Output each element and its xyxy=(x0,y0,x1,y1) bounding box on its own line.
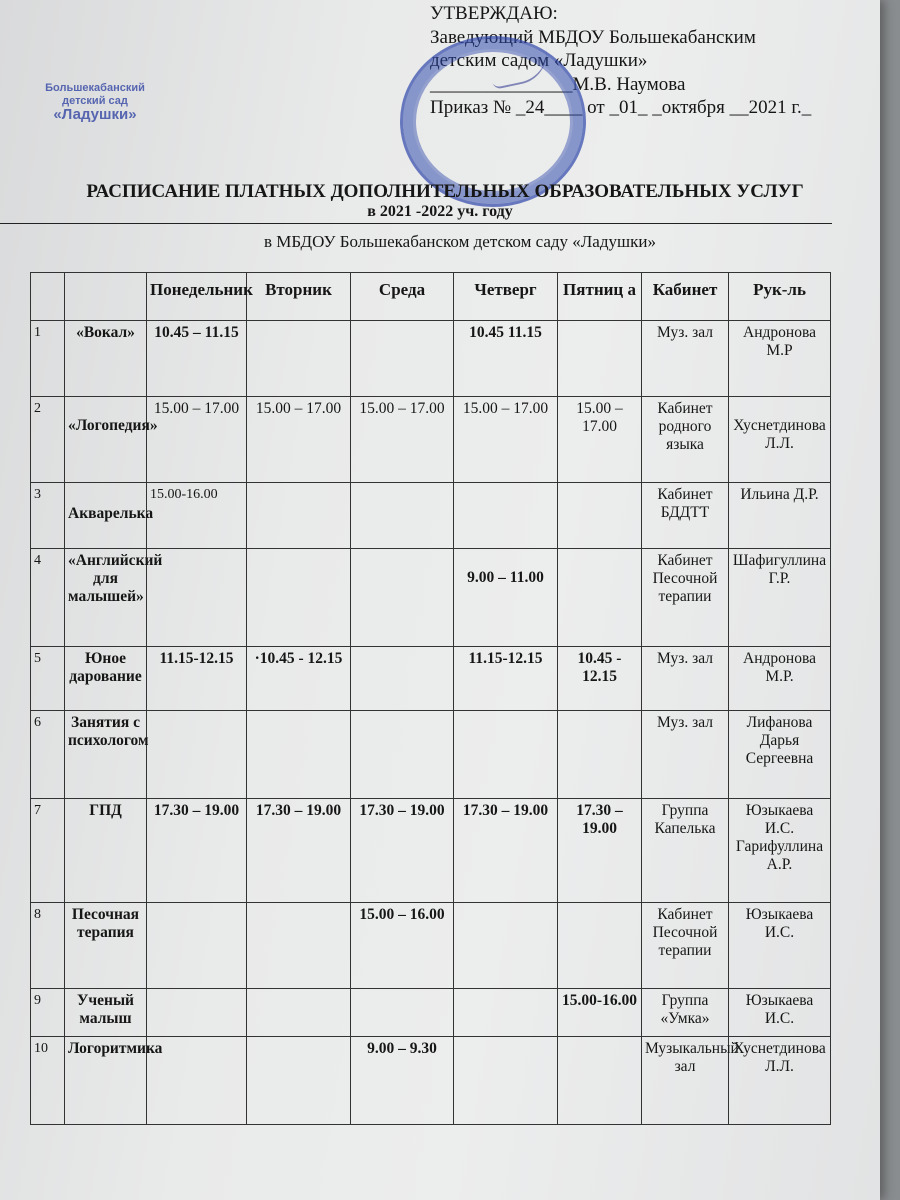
thursday-time xyxy=(454,1037,558,1125)
leader-cell: Хуснетдинова Л.Л. xyxy=(729,397,831,483)
leader-cell: Шафигуллина Г.Р. xyxy=(729,549,831,647)
header-thursday: Четверг xyxy=(454,273,558,321)
friday-time: 10.45 - 12.15 xyxy=(558,647,642,711)
table-row xyxy=(31,711,831,799)
row-number: 8 xyxy=(31,903,65,989)
approval-order: Приказ № _24____ от _01_ _октября __2021 г._ xyxy=(430,97,812,118)
service-name: «Вокал» xyxy=(65,321,147,397)
header-wednesday: Среда xyxy=(351,273,454,321)
row-number: 5 xyxy=(31,647,65,711)
leader-cell: Ильина Д.Р. xyxy=(729,483,831,549)
leader-cell: Хуснетдинова Л.Л. xyxy=(729,1037,831,1125)
room-cell: Кабинет БДДТТ xyxy=(642,483,729,549)
approval-position: Заведующий МБДОУ Большекабанским xyxy=(430,26,756,48)
table-row xyxy=(31,321,831,397)
service-name: Акварелька xyxy=(65,483,147,549)
table-row xyxy=(31,1037,831,1125)
room-cell: Группа Капелька xyxy=(642,799,729,903)
friday-time xyxy=(558,321,642,397)
room-cell: Муз. зал xyxy=(642,647,729,711)
thursday-time: 9.00 – 11.00 xyxy=(454,549,558,647)
tuesday-time: ·10.45 - 12.15 xyxy=(247,647,351,711)
leader-cell: Андронова М.Р. xyxy=(729,647,831,711)
wednesday-time xyxy=(351,321,454,397)
thursday-time xyxy=(454,989,558,1037)
monday-time: 11.15-12.15 xyxy=(147,647,247,711)
leader-cell: Юзыкаева И.С. xyxy=(729,903,831,989)
friday-time: 17.30 – 19.00 xyxy=(558,799,642,903)
service-name: Занятия с психологом xyxy=(65,711,147,799)
monday-time: 15.00 – 17.00 xyxy=(147,397,247,483)
row-number: 2 xyxy=(31,397,65,483)
approval-heading: УТВЕРЖДАЮ: xyxy=(430,3,558,24)
thursday-time: 10.45 11.15 xyxy=(454,321,558,397)
row-number: 3 xyxy=(31,483,65,549)
tuesday-time: 17.30 – 19.00 xyxy=(247,799,351,903)
room-cell: Муз. зал xyxy=(642,711,729,799)
schedule-table xyxy=(30,272,831,1125)
stamp-line: «Ладушки» xyxy=(53,106,137,123)
thursday-time: 15.00 – 17.00 xyxy=(454,397,558,483)
wednesday-time: 15.00 – 17.00 xyxy=(351,397,454,483)
row-number: 10 xyxy=(31,1037,65,1125)
header-leader: Рук-ль xyxy=(729,273,831,321)
monday-time: 17.30 – 19.00 xyxy=(147,799,247,903)
tuesday-time: 15.00 – 17.00 xyxy=(247,397,351,483)
friday-time xyxy=(558,903,642,989)
wednesday-time xyxy=(351,549,454,647)
row-number: 1 xyxy=(31,321,65,397)
thursday-time xyxy=(454,903,558,989)
tuesday-time xyxy=(247,903,351,989)
header-tuesday: Вторник xyxy=(247,273,351,321)
thursday-time xyxy=(454,483,558,549)
tuesday-time xyxy=(247,1037,351,1125)
room-cell: Музыкальный зал xyxy=(642,1037,729,1125)
room-cell: Муз. зал xyxy=(642,321,729,397)
leader-cell: Андронова М.Р xyxy=(729,321,831,397)
table-row xyxy=(31,903,831,989)
header-cell xyxy=(65,273,147,321)
monday-time xyxy=(147,989,247,1037)
stamp-line: Большекабанский xyxy=(45,82,145,94)
stamp-line: детский сад xyxy=(62,95,128,107)
friday-time xyxy=(558,549,642,647)
friday-time: 15.00 – 17.00 xyxy=(558,397,642,483)
stamp-lettering xyxy=(40,82,150,121)
table-row xyxy=(31,989,831,1037)
leader-cell: Юзыкаева И.С. xyxy=(729,989,831,1037)
table-row xyxy=(31,397,831,483)
tuesday-time xyxy=(247,483,351,549)
room-cell: Кабинет родного языка xyxy=(642,397,729,483)
monday-time xyxy=(147,903,247,989)
wednesday-time xyxy=(351,711,454,799)
row-number: 4 xyxy=(31,549,65,647)
row-number: 7 xyxy=(31,799,65,903)
service-name: «Английский для малышей» xyxy=(65,549,147,647)
service-name: Песочная терапия xyxy=(65,903,147,989)
wednesday-time xyxy=(351,989,454,1037)
friday-time xyxy=(558,483,642,549)
wednesday-time: 9.00 – 9.30 xyxy=(351,1037,454,1125)
document-subtitle: в 2021 -2022 уч. году xyxy=(367,203,513,220)
room-cell: Группа «Умка» xyxy=(642,989,729,1037)
friday-time xyxy=(558,1037,642,1125)
header-cell xyxy=(31,273,65,321)
approval-signatory: _______________М.В. Наумова xyxy=(430,73,686,95)
row-number: 6 xyxy=(31,711,65,799)
wednesday-time: 17.30 – 19.00 xyxy=(351,799,454,903)
thursday-time xyxy=(454,711,558,799)
document-title: РАСПИСАНИЕ ПЛАТНЫХ ДОПОЛНИТЕЛЬНЫХ ОБРАЗОВАТЕЛЬНЫХ УСЛУГ xyxy=(86,181,804,202)
tuesday-time xyxy=(247,549,351,647)
header-friday: Пятниц а xyxy=(558,273,642,321)
header-room: Кабинет xyxy=(642,273,729,321)
table-row xyxy=(31,483,831,549)
table-header-row xyxy=(31,273,831,321)
title-divider xyxy=(0,223,832,224)
wednesday-time xyxy=(351,647,454,711)
wednesday-time xyxy=(351,483,454,549)
room-cell: Кабинет Песочной терапии xyxy=(642,549,729,647)
table-row xyxy=(31,549,831,647)
leader-cell: Лифанова Дарья Сергеевна xyxy=(729,711,831,799)
leader-cell: Юзыкаева И.С. Гарифуллина А.Р. xyxy=(729,799,831,903)
service-name: ГПД xyxy=(65,799,147,903)
wednesday-time: 15.00 – 16.00 xyxy=(351,903,454,989)
friday-time: 15.00-16.00 xyxy=(558,989,642,1037)
thursday-time: 17.30 – 19.00 xyxy=(454,799,558,903)
room-cell: Кабинет Песочной терапии xyxy=(642,903,729,989)
tuesday-time xyxy=(247,321,351,397)
service-name: Юное дарование xyxy=(65,647,147,711)
monday-time: 10.45 – 11.15 xyxy=(147,321,247,397)
service-name: Логоритмика xyxy=(65,1037,147,1125)
service-name: «Логопедия» xyxy=(65,397,147,483)
table-row xyxy=(31,799,831,903)
institution-line: в МБДОУ Большекабанском детском саду «Ладушки» xyxy=(264,232,656,251)
friday-time xyxy=(558,711,642,799)
row-number: 9 xyxy=(31,989,65,1037)
monday-time: 15.00-16.00 xyxy=(147,483,247,549)
monday-time xyxy=(147,711,247,799)
service-name: Ученый малыш xyxy=(65,989,147,1037)
table-row xyxy=(31,647,831,711)
header-monday: Понедельник xyxy=(147,273,247,321)
tuesday-time xyxy=(247,711,351,799)
approval-institution: детским садом «Ладушки» xyxy=(430,50,648,71)
thursday-time: 11.15-12.15 xyxy=(454,647,558,711)
tuesday-time xyxy=(247,989,351,1037)
